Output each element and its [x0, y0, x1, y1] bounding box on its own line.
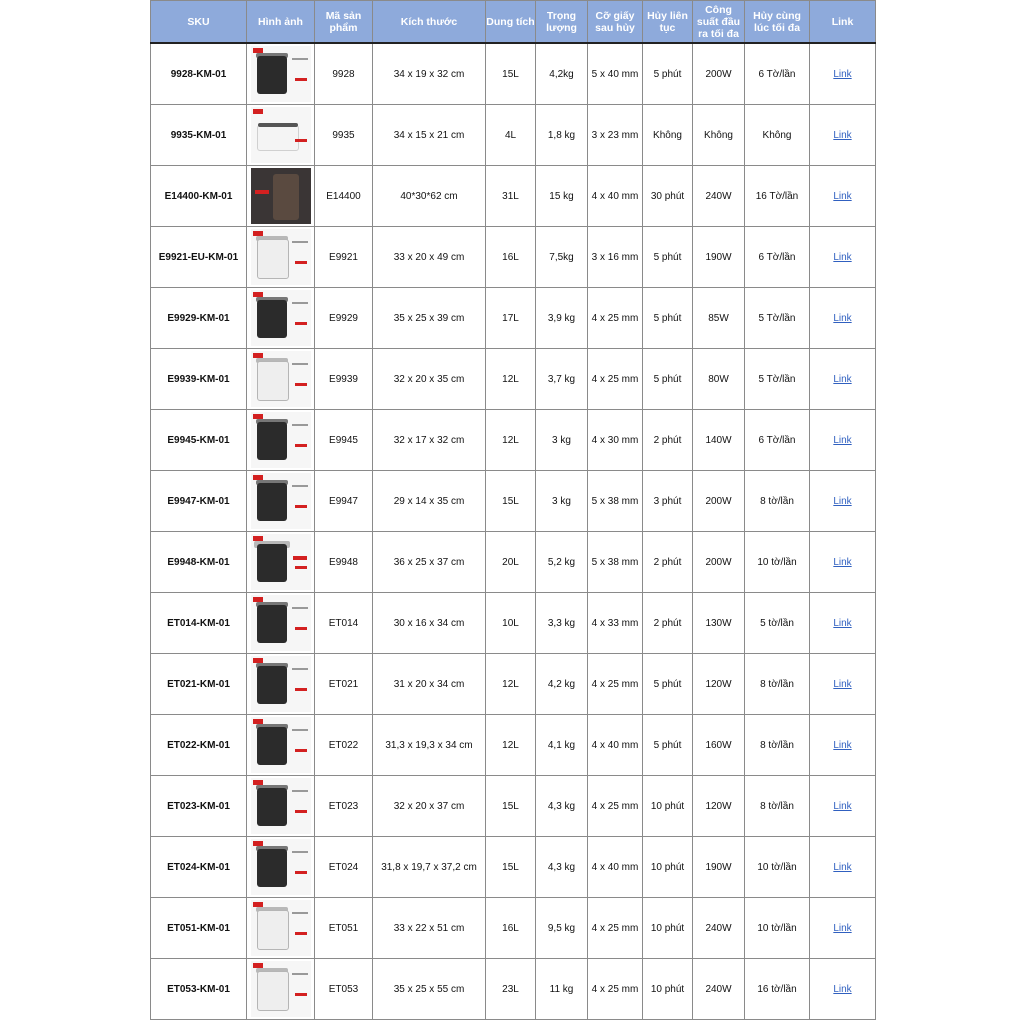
image-cell [247, 959, 315, 1020]
sheets-cell: 8 tờ/lần [745, 715, 810, 776]
product-code-cell: 9935 [315, 105, 373, 166]
header-power: Công suất đầu ra tối đa [693, 1, 745, 44]
size-cell: 35 x 25 x 55 cm [373, 959, 486, 1020]
cut-size-cell: 4 x 40 mm [588, 166, 643, 227]
continuous-cell: 5 phút [643, 654, 693, 715]
sheets-cell: 6 Tờ/lần [745, 43, 810, 105]
image-cell [247, 410, 315, 471]
size-cell: 32 x 20 x 37 cm [373, 776, 486, 837]
product-link[interactable]: Link [833, 312, 852, 324]
product-link[interactable]: Link [833, 495, 852, 507]
image-cell [247, 471, 315, 532]
header-sheets: Hủy cùng lúc tối đa [745, 1, 810, 44]
size-cell: 33 x 22 x 51 cm [373, 898, 486, 959]
capacity-cell: 20L [486, 532, 536, 593]
cut-size-cell: 4 x 25 mm [588, 959, 643, 1020]
continuous-cell: 2 phút [643, 593, 693, 654]
product-code-cell: E9945 [315, 410, 373, 471]
sheets-cell: 6 Tờ/lần [745, 410, 810, 471]
silver-lid-shredder-icon [251, 534, 311, 590]
image-cell [247, 715, 315, 776]
image-cell [247, 654, 315, 715]
link-cell [810, 532, 876, 593]
sheets-cell: 5 Tờ/lần [745, 288, 810, 349]
size-cell: 31 x 20 x 34 cm [373, 654, 486, 715]
cut-size-cell: 5 x 40 mm [588, 43, 643, 105]
capacity-cell: 12L [486, 654, 536, 715]
weight-cell: 3 kg [536, 410, 588, 471]
size-cell: 33 x 20 x 49 cm [373, 227, 486, 288]
black-shredder-icon [251, 290, 311, 346]
capacity-cell: 12L [486, 715, 536, 776]
capacity-cell: 17L [486, 288, 536, 349]
weight-cell: 5,2 kg [536, 532, 588, 593]
black-shredder-icon [251, 839, 311, 895]
size-cell: 31,8 x 19,7 x 37,2 cm [373, 837, 486, 898]
capacity-cell: 12L [486, 349, 536, 410]
white-shredder-icon [251, 351, 311, 407]
product-link[interactable]: Link [833, 739, 852, 751]
table-row [151, 166, 876, 227]
weight-cell: 7,5kg [536, 227, 588, 288]
link-cell [810, 837, 876, 898]
sheets-cell: 8 tờ/lần [745, 776, 810, 837]
large-shredder-icon [251, 168, 311, 224]
product-code-cell: ET053 [315, 959, 373, 1020]
product-code-cell: ET023 [315, 776, 373, 837]
sku-cell: ET022-KM-01 [151, 715, 247, 776]
size-cell: 29 x 14 x 35 cm [373, 471, 486, 532]
continuous-cell: 10 phút [643, 776, 693, 837]
sheets-cell: 16 tờ/lần [745, 959, 810, 1020]
sheets-cell: Không [745, 105, 810, 166]
product-code-cell: E9921 [315, 227, 373, 288]
sheets-cell: 16 Tờ/lần [745, 166, 810, 227]
cut-size-cell: 4 x 25 mm [588, 898, 643, 959]
cut-size-cell: 4 x 25 mm [588, 349, 643, 410]
power-cell: 120W [693, 776, 745, 837]
link-cell [810, 959, 876, 1020]
product-code-cell: ET022 [315, 715, 373, 776]
black-shredder-icon [251, 656, 311, 712]
product-link[interactable]: Link [833, 190, 852, 202]
product-code-cell: E9939 [315, 349, 373, 410]
link-cell [810, 898, 876, 959]
clear-shredder-icon [251, 107, 311, 163]
white-shredder-icon [251, 900, 311, 956]
size-cell: 34 x 19 x 32 cm [373, 43, 486, 105]
product-code-cell: ET051 [315, 898, 373, 959]
table-row [151, 471, 876, 532]
cut-size-cell: 3 x 23 mm [588, 105, 643, 166]
link-cell [810, 288, 876, 349]
table-row [151, 43, 876, 105]
sku-cell: 9928-KM-01 [151, 43, 247, 105]
product-table [150, 0, 876, 1020]
sheets-cell: 5 tờ/lần [745, 593, 810, 654]
power-cell: 240W [693, 898, 745, 959]
capacity-cell: 15L [486, 837, 536, 898]
cut-size-cell: 4 x 25 mm [588, 654, 643, 715]
continuous-cell: 5 phút [643, 715, 693, 776]
table-row [151, 959, 876, 1020]
size-cell: 40*30*62 cm [373, 166, 486, 227]
table-row [151, 837, 876, 898]
continuous-cell: 5 phút [643, 43, 693, 105]
header-weight: Trọng lượng [536, 1, 588, 44]
sku-cell: 9935-KM-01 [151, 105, 247, 166]
header-continuous: Hủy liên tục [643, 1, 693, 44]
power-cell: 200W [693, 471, 745, 532]
link-cell [810, 776, 876, 837]
sheets-cell: 5 Tờ/lần [745, 349, 810, 410]
power-cell: 130W [693, 593, 745, 654]
power-cell: 200W [693, 43, 745, 105]
cut-size-cell: 4 x 40 mm [588, 837, 643, 898]
product-link[interactable]: Link [833, 617, 852, 629]
header-size: Kích thước [373, 1, 486, 44]
link-cell [810, 593, 876, 654]
size-cell: 30 x 16 x 34 cm [373, 593, 486, 654]
power-cell: 80W [693, 349, 745, 410]
weight-cell: 4,1 kg [536, 715, 588, 776]
table-row [151, 288, 876, 349]
image-cell [247, 105, 315, 166]
capacity-cell: 10L [486, 593, 536, 654]
sku-cell: ET021-KM-01 [151, 654, 247, 715]
header-capacity: Dung tích [486, 1, 536, 44]
sheets-cell: 10 tờ/lần [745, 532, 810, 593]
image-cell [247, 776, 315, 837]
product-code-cell: ET021 [315, 654, 373, 715]
power-cell: 240W [693, 959, 745, 1020]
product-code-cell: E14400 [315, 166, 373, 227]
image-cell [247, 349, 315, 410]
capacity-cell: 31L [486, 166, 536, 227]
weight-cell: 15 kg [536, 166, 588, 227]
product-link[interactable]: Link [833, 922, 852, 934]
link-cell [810, 227, 876, 288]
product-link[interactable]: Link [833, 861, 852, 873]
continuous-cell: 30 phút [643, 166, 693, 227]
continuous-cell: 10 phút [643, 898, 693, 959]
continuous-cell: 2 phút [643, 410, 693, 471]
table-row [151, 898, 876, 959]
cut-size-cell: 3 x 16 mm [588, 227, 643, 288]
cut-size-cell: 4 x 25 mm [588, 776, 643, 837]
sheets-cell: 10 tờ/lần [745, 837, 810, 898]
black-shredder-icon [251, 595, 311, 651]
capacity-cell: 12L [486, 410, 536, 471]
continuous-cell: Không [643, 105, 693, 166]
product-link[interactable]: Link [833, 251, 852, 263]
header-row [151, 1, 876, 44]
product-code-cell: 9928 [315, 43, 373, 105]
image-cell [247, 898, 315, 959]
link-cell [810, 349, 876, 410]
image-cell [247, 227, 315, 288]
product-link[interactable]: Link [833, 129, 852, 141]
cut-size-cell: 4 x 40 mm [588, 715, 643, 776]
product-link[interactable]: Link [833, 556, 852, 568]
sheets-cell: 8 tờ/lần [745, 654, 810, 715]
continuous-cell: 5 phút [643, 288, 693, 349]
sku-cell: E9929-KM-01 [151, 288, 247, 349]
black-shredder-icon [251, 717, 311, 773]
product-code-cell: ET014 [315, 593, 373, 654]
sku-cell: ET051-KM-01 [151, 898, 247, 959]
sku-cell: ET053-KM-01 [151, 959, 247, 1020]
cut-size-cell: 5 x 38 mm [588, 471, 643, 532]
continuous-cell: 3 phút [643, 471, 693, 532]
image-cell [247, 43, 315, 105]
header-product-code: Mã sản phẩm [315, 1, 373, 44]
table-row [151, 654, 876, 715]
image-cell [247, 837, 315, 898]
sku-cell: ET023-KM-01 [151, 776, 247, 837]
size-cell: 32 x 17 x 32 cm [373, 410, 486, 471]
capacity-cell: 16L [486, 227, 536, 288]
header-sku: SKU [151, 1, 247, 44]
table-row [151, 105, 876, 166]
power-cell: 200W [693, 532, 745, 593]
image-cell [247, 593, 315, 654]
link-cell [810, 471, 876, 532]
table-row [151, 410, 876, 471]
weight-cell: 3 kg [536, 471, 588, 532]
weight-cell: 4,2 kg [536, 654, 588, 715]
sku-cell: E9939-KM-01 [151, 349, 247, 410]
sku-cell: ET014-KM-01 [151, 593, 247, 654]
power-cell: 160W [693, 715, 745, 776]
power-cell: 85W [693, 288, 745, 349]
continuous-cell: 10 phút [643, 837, 693, 898]
cut-size-cell: 4 x 25 mm [588, 288, 643, 349]
capacity-cell: 15L [486, 43, 536, 105]
sku-cell: E9947-KM-01 [151, 471, 247, 532]
continuous-cell: 5 phút [643, 227, 693, 288]
sheets-cell: 6 Tờ/lần [745, 227, 810, 288]
weight-cell: 11 kg [536, 959, 588, 1020]
power-cell: 120W [693, 654, 745, 715]
link-cell [810, 43, 876, 105]
product-code-cell: ET024 [315, 837, 373, 898]
weight-cell: 3,3 kg [536, 593, 588, 654]
power-cell: 190W [693, 227, 745, 288]
power-cell: 240W [693, 166, 745, 227]
black-shredder-icon [251, 412, 311, 468]
size-cell: 36 x 25 x 37 cm [373, 532, 486, 593]
weight-cell: 1,8 kg [536, 105, 588, 166]
product-link[interactable]: Link [833, 434, 852, 446]
capacity-cell: 23L [486, 959, 536, 1020]
link-cell [810, 410, 876, 471]
size-cell: 34 x 15 x 21 cm [373, 105, 486, 166]
cut-size-cell: 4 x 30 mm [588, 410, 643, 471]
power-cell: 140W [693, 410, 745, 471]
continuous-cell: 2 phút [643, 532, 693, 593]
black-shredder-icon [251, 46, 311, 102]
continuous-cell: 10 phút [643, 959, 693, 1020]
capacity-cell: 15L [486, 776, 536, 837]
sku-cell: E9945-KM-01 [151, 410, 247, 471]
weight-cell: 3,7 kg [536, 349, 588, 410]
capacity-cell: 15L [486, 471, 536, 532]
product-link[interactable]: Link [833, 983, 852, 995]
table-row [151, 593, 876, 654]
table-row [151, 715, 876, 776]
link-cell [810, 105, 876, 166]
size-cell: 31,3 x 19,3 x 34 cm [373, 715, 486, 776]
product-link[interactable]: Link [833, 678, 852, 690]
link-cell [810, 654, 876, 715]
sku-cell: ET024-KM-01 [151, 837, 247, 898]
header-link: Link [810, 1, 876, 44]
product-code-cell: E9948 [315, 532, 373, 593]
header-cut-size: Cỡ giấy sau hủy [588, 1, 643, 44]
header-image: Hình ảnh [247, 1, 315, 44]
power-cell: 190W [693, 837, 745, 898]
weight-cell: 4,3 kg [536, 837, 588, 898]
size-cell: 35 x 25 x 39 cm [373, 288, 486, 349]
size-cell: 32 x 20 x 35 cm [373, 349, 486, 410]
power-cell: Không [693, 105, 745, 166]
capacity-cell: 16L [486, 898, 536, 959]
table-row [151, 349, 876, 410]
image-cell [247, 166, 315, 227]
sku-cell: E9921-EU-KM-01 [151, 227, 247, 288]
table-row [151, 227, 876, 288]
sheets-cell: 10 tờ/lần [745, 898, 810, 959]
weight-cell: 4,3 kg [536, 776, 588, 837]
table-row [151, 532, 876, 593]
product-link[interactable]: Link [833, 800, 852, 812]
black-shredder-icon [251, 473, 311, 529]
link-cell [810, 166, 876, 227]
cut-size-cell: 5 x 38 mm [588, 532, 643, 593]
sku-cell: E14400-KM-01 [151, 166, 247, 227]
product-link[interactable]: Link [833, 373, 852, 385]
image-cell [247, 532, 315, 593]
black-shredder-icon [251, 778, 311, 834]
table-row [151, 776, 876, 837]
product-code-cell: E9929 [315, 288, 373, 349]
weight-cell: 3,9 kg [536, 288, 588, 349]
white-shredder-icon [251, 961, 311, 1017]
weight-cell: 9,5 kg [536, 898, 588, 959]
product-code-cell: E9947 [315, 471, 373, 532]
white-shredder-icon [251, 229, 311, 285]
capacity-cell: 4L [486, 105, 536, 166]
cut-size-cell: 4 x 33 mm [588, 593, 643, 654]
continuous-cell: 5 phút [643, 349, 693, 410]
sku-cell: E9948-KM-01 [151, 532, 247, 593]
product-link[interactable]: Link [833, 68, 852, 80]
link-cell [810, 715, 876, 776]
image-cell [247, 288, 315, 349]
sheets-cell: 8 tờ/lần [745, 471, 810, 532]
weight-cell: 4,2kg [536, 43, 588, 105]
